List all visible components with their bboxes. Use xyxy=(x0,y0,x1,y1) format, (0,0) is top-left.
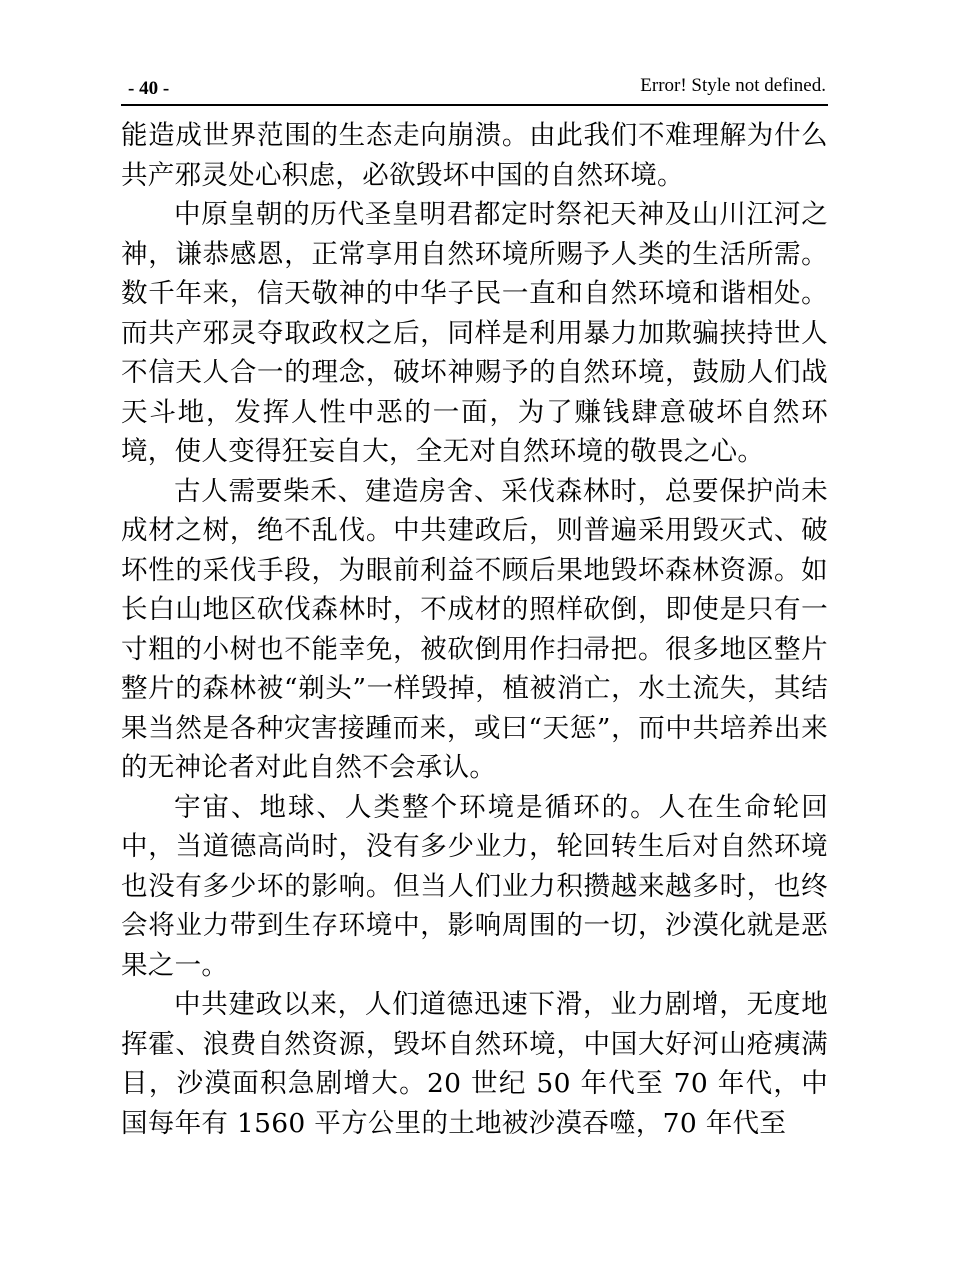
paragraph: 古人需要柴禾、建造房舍、采伐森林时，总要保护尚未成材之树，绝不乱伐。中共建政后，则普遍采用毁灭式、破坏性的采伐手段，为眼前利益不顾后果地毁坏森林资源。如长白山地区砍伐森林时，不成材的照样砍倒，即使是只有一寸粗的小树也不能幸免，被砍倒用作扫帚把。很多地区整片整片的森林被“剃头”一样毁掉，植被消亡，水土流失，其结果当然是各种灾害接踵而来，或曰“天惩”，而中共培养出来的无神论者对此自然不会承认。 xyxy=(121,475,828,783)
paragraph-continued: 能造成世界范围的生态走向崩溃。由此我们不难理解为什么共产邪灵处心积虑，必欲毁坏中国的自然环境。 xyxy=(121,120,828,191)
paragraph: 宇宙、地球、人类整个环境是循环的。人在生命轮回中，当道德高尚时，没有多少业力，轮回转生后对自然环境也没有多少坏的影响。但当人们业力积攒越来越多时，也终会将业力带到生存环境中，影响周围的一切，沙漠化就是恶果之一。 xyxy=(121,791,828,981)
page-number: - 40 - xyxy=(128,78,170,99)
document-page xyxy=(121,70,828,1143)
running-header xyxy=(121,70,828,106)
paragraph: 中原皇朝的历代圣皇明君都定时祭祀天神及山川江河之神，谦恭感恩，正常享用自然环境所赐予人类的生活所需。数千年来，信天敬神的中华子民一直和自然环境和谐相处。而共产邪灵夺取政权之后，同样是利用暴力加欺骗挟持世人不信天人合一的理念，破坏神赐予的自然环境，鼓励人们战天斗地，发挥人性中恶的一面，为了赚钱肆意破坏自然环境，使人变得狂妄自大，全无对自然环境的敬畏之心。 xyxy=(121,199,828,467)
paragraph: 中共建政以来，人们道德迅速下滑，业力剧增，无度地挥霍、浪费自然资源，毁坏自然环境，中国大好河山疮痍满目，沙漠面积急剧增大。20 世纪 50 年代至 70 年代，中国每年有 1560 平方公里的土地被沙漠吞噬，70 年代至 xyxy=(121,989,828,1139)
body-text xyxy=(121,116,828,1143)
header-title: Error! Style not defined. xyxy=(640,75,826,96)
